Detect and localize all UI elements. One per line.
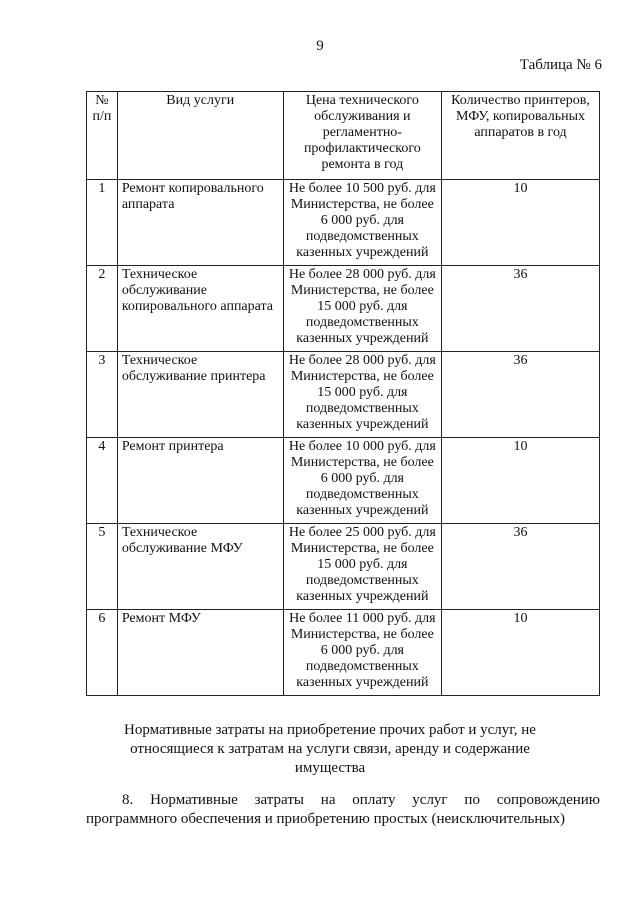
row-price: Не более 28 000 руб. для Министерства, не более 15 000 руб. для подведомственных казенных учреждений bbox=[283, 352, 441, 438]
row-name: Ремонт копировального аппарата bbox=[117, 180, 283, 266]
table-row bbox=[87, 524, 600, 610]
row-num: 5 bbox=[87, 524, 118, 610]
row-qty: 36 bbox=[442, 524, 600, 610]
row-qty: 36 bbox=[442, 352, 600, 438]
row-name: Техническое обслуживание МФУ bbox=[117, 524, 283, 610]
row-num: 6 bbox=[87, 610, 118, 696]
table-label: Таблица № 6 bbox=[519, 57, 602, 73]
row-price: Не более 10 500 руб. для Министерства, не более 6 000 руб. для подведомственных казенных учреждений bbox=[283, 180, 441, 266]
header-qty: Количество принтеров, МФУ, копировальных аппаратов в год bbox=[442, 92, 600, 180]
section-title: Нормативные затраты на приобретение прочих работ и услуг, не относящиеся к затратам на услуги связи, аренду и содержание имущества bbox=[124, 722, 536, 776]
row-qty: 10 bbox=[442, 180, 600, 266]
row-name: Ремонт принтера bbox=[117, 438, 283, 524]
table-row bbox=[87, 610, 600, 696]
paragraph-8: 8. Нормативные затраты на оплату услуг по сопровождению программного обеспечения и приобретению простых (неисключительных) bbox=[86, 792, 600, 827]
row-price: Не более 11 000 руб. для Министерства, не более 6 000 руб. для подведомственных казенных учреждений bbox=[283, 610, 441, 696]
header-price: Цена технического обслуживания и регламентно-профилактического ремонта в год bbox=[283, 92, 441, 180]
row-num: 2 bbox=[87, 266, 118, 352]
row-num: 4 bbox=[87, 438, 118, 524]
row-num: 3 bbox=[87, 352, 118, 438]
row-price: Не более 25 000 руб. для Министерства, не более 15 000 руб. для подведомственных казенных учреждений bbox=[283, 524, 441, 610]
row-price: Не более 28 000 руб. для Министерства, не более 15 000 руб. для подведомственных казенных учреждений bbox=[283, 266, 441, 352]
table-row bbox=[87, 438, 600, 524]
row-qty: 10 bbox=[442, 438, 600, 524]
row-num: 1 bbox=[87, 180, 118, 266]
header-name: Вид услуги bbox=[117, 92, 283, 180]
row-name: Техническое обслуживание копировального аппарата bbox=[117, 266, 283, 352]
header-num: № п/п bbox=[87, 92, 118, 180]
row-price: Не более 10 000 руб. для Министерства, не более 6 000 руб. для подведомственных казенных учреждений bbox=[283, 438, 441, 524]
table-header-row bbox=[87, 92, 600, 180]
row-name: Ремонт МФУ bbox=[117, 610, 283, 696]
table-row bbox=[87, 266, 600, 352]
page-number: 9 bbox=[316, 38, 324, 54]
row-qty: 36 bbox=[442, 266, 600, 352]
services-table bbox=[86, 91, 600, 696]
table-row bbox=[87, 180, 600, 266]
row-name: Техническое обслуживание принтера bbox=[117, 352, 283, 438]
table-row bbox=[87, 352, 600, 438]
row-qty: 10 bbox=[442, 610, 600, 696]
